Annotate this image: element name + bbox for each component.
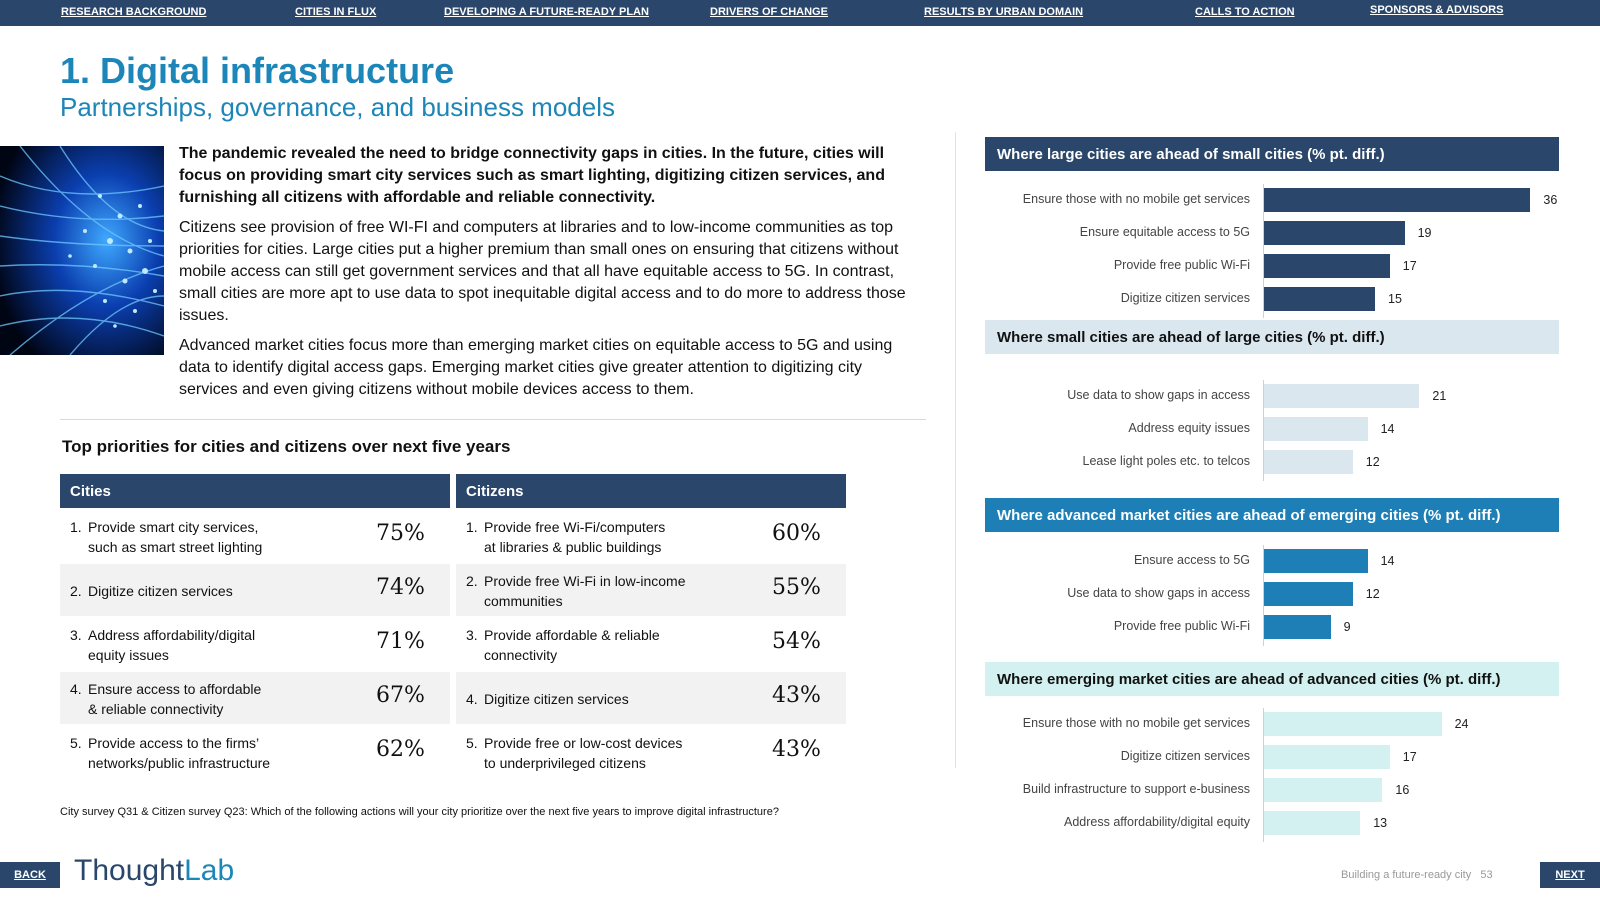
data-label: 9 [1343, 620, 1351, 634]
row-text: Digitize citizen services [484, 691, 629, 707]
table-row [60, 562, 450, 616]
nav-cities-in-flux[interactable]: CITIES IN FLUX [295, 6, 377, 18]
category-label: Build infrastructure to support e-business [1022, 782, 1250, 796]
row-text: Provide smart city services, [88, 519, 259, 535]
data-label: 13 [1373, 816, 1388, 830]
data-label: 15 [1388, 292, 1402, 306]
table-row [60, 616, 450, 670]
row-number: 4. [70, 681, 82, 697]
table-row [60, 508, 450, 562]
row-text: Ensure access to affordable [88, 681, 262, 697]
category-label: Ensure those with no mobile get services [1022, 192, 1250, 206]
table-row [60, 670, 450, 724]
nav-drivers-of-change[interactable]: DRIVERS OF CHANGE [710, 6, 828, 18]
page-subtitle: Partnerships, governance, and business models [60, 92, 615, 122]
nav-developing-plan[interactable]: DEVELOPING A FUTURE-READY PLAN [444, 6, 649, 18]
page-number: 53 [1480, 869, 1493, 881]
survey-footnote: City survey Q31 & Citizen survey Q23: Which of the following actions will your city prioritize over the next five years to improve digital infrastructure? [60, 806, 779, 818]
category-label: Digitize citizen services [1120, 291, 1250, 305]
logo-part-1: Thought [74, 854, 185, 887]
nav-research-background[interactable]: RESEARCH BACKGROUND [61, 6, 207, 18]
category-label: Address equity issues [1128, 421, 1250, 435]
row-percentage: 71% [376, 629, 425, 654]
row-number: 1. [70, 519, 82, 535]
section-divider [60, 419, 926, 420]
nav-results-by-urban-domain[interactable]: RESULTS BY URBAN DOMAIN [924, 6, 1084, 18]
nav-sponsors-advisors[interactable]: SPONSORS & ADVISORS [1370, 4, 1504, 16]
bar [1264, 582, 1353, 606]
row-text: Provide free or low-cost devices [484, 735, 683, 751]
row-number: 3. [70, 627, 82, 643]
cities-table [60, 474, 450, 778]
chart-title: Where small cities are ahead of large cities (% pt. diff.) [985, 320, 1559, 354]
row-text: Provide affordable & reliable [484, 627, 660, 643]
row-percentage: 67% [376, 683, 425, 708]
row-number: 4. [466, 691, 478, 707]
bar [1264, 188, 1530, 212]
category-label: Provide free public Wi-Fi [1113, 258, 1250, 272]
row-text: networks/public infrastructure [88, 755, 271, 771]
bar [1264, 221, 1405, 245]
table-row [456, 562, 846, 616]
top-nav [0, 0, 1600, 26]
data-label: 21 [1432, 389, 1447, 403]
bar [1264, 254, 1390, 278]
row-text: to underprivileged citizens [484, 755, 646, 771]
chart-title: Where large cities are ahead of small cities (% pt. diff.) [985, 137, 1559, 171]
table-row [456, 508, 846, 562]
row-percentage: 54% [772, 629, 821, 654]
data-label: 12 [1365, 455, 1380, 469]
row-percentage: 75% [376, 521, 425, 546]
page-footer-label [1341, 869, 1493, 881]
bar [1264, 450, 1353, 474]
page-title: 1. Digital infrastructure [60, 50, 455, 91]
cities-table-header: Cities [60, 474, 450, 508]
row-text: & reliable connectivity [88, 701, 224, 717]
table-row [456, 724, 846, 778]
category-label: Address affordability/digital equity [1064, 815, 1250, 829]
citizens-table-header: Citizens [456, 474, 846, 508]
row-text: communities [484, 593, 563, 609]
intro-paragraph-1: Citizens see provision of free WI-FI and computers at libraries and to low-income communities as top priorities for cities. Large cities put a higher premium than small ones on ensuring that citizens without mobile access can still get government services and that all have equitable access to 5G. In contrast, small cities are more apt to use data to spot inequitable digital access and to do more to address those issues. [179, 219, 906, 324]
category-label: Use data to show gaps in access [1067, 388, 1250, 402]
fiber-optic-image [0, 146, 164, 355]
category-label: Digitize citizen services [1120, 749, 1250, 763]
data-label: 36 [1543, 193, 1558, 207]
row-text: at libraries & public buildings [484, 539, 662, 555]
row-percentage: 60% [772, 521, 821, 546]
table-row [60, 724, 450, 778]
row-number: 1. [466, 519, 478, 535]
data-label: 14 [1380, 554, 1395, 568]
category-label: Provide free public Wi-Fi [1113, 619, 1250, 633]
bar [1264, 549, 1368, 573]
bar [1264, 745, 1390, 769]
data-label: 17 [1402, 750, 1417, 764]
bar [1264, 778, 1382, 802]
data-label: 16 [1395, 783, 1410, 797]
category-label: Ensure those with no mobile get services [1022, 716, 1250, 730]
citizens-table [456, 474, 846, 778]
row-text: connectivity [484, 647, 558, 663]
column-divider [955, 132, 956, 768]
row-text: Provide free Wi-Fi/computers [484, 519, 666, 535]
row-number: 3. [466, 627, 478, 643]
data-label: 14 [1380, 422, 1395, 436]
row-percentage: 43% [772, 737, 821, 762]
row-percentage: 74% [376, 575, 425, 600]
bar [1264, 417, 1368, 441]
data-label: 19 [1417, 226, 1432, 240]
back-button[interactable]: BACK [0, 862, 60, 888]
bar [1264, 811, 1360, 835]
bar [1264, 712, 1442, 736]
bar [1264, 615, 1331, 639]
nav-calls-to-action[interactable]: CALLS TO ACTION [1195, 6, 1295, 18]
row-number: 5. [70, 735, 82, 751]
intro-text [179, 143, 919, 409]
priorities-title: Top priorities for cities and citizens over next five years [62, 437, 511, 456]
row-text: Provide access to the firms’ [88, 735, 260, 751]
bar [1264, 384, 1419, 408]
intro-lead: The pandemic revealed the need to bridge connectivity gaps in cities. In the future, cities will focus on providing smart city services such as smart lighting, digitizing citizen services, and furnishing all citizens with affordable and reliable connectivity. [179, 145, 885, 206]
bar [1264, 287, 1375, 311]
row-number: 2. [466, 573, 478, 589]
row-text: Digitize citizen services [88, 583, 233, 599]
table-row [456, 616, 846, 670]
row-number: 5. [466, 735, 478, 751]
row-text: such as smart street lighting [88, 539, 263, 555]
chart-title: Where emerging market cities are ahead of advanced cities (% pt. diff.) [985, 662, 1559, 696]
logo-part-2: Lab [184, 854, 235, 887]
data-label: 24 [1454, 717, 1469, 731]
next-button[interactable]: NEXT [1540, 862, 1600, 888]
footer-publication: Building a future-ready city [1341, 869, 1472, 881]
row-text: Provide free Wi-Fi in low-income [484, 573, 686, 589]
row-text: Address affordability/digital [88, 627, 256, 643]
table-row [456, 670, 846, 724]
intro-paragraph-2: Advanced market cities focus more than emerging market cities on equitable access to 5G and using data to identify digital access gaps. Emerging market cities give greater attention to digitizing city services and even giving citizens without mobile devices access to them. [179, 337, 893, 398]
category-label: Ensure equitable access to 5G [1079, 225, 1250, 239]
category-label: Ensure access to 5G [1133, 553, 1250, 567]
row-number: 2. [70, 583, 82, 599]
category-label: Use data to show gaps in access [1067, 586, 1250, 600]
thoughtlab-logo [74, 854, 234, 888]
data-label: 12 [1365, 587, 1380, 601]
row-percentage: 43% [772, 683, 821, 708]
chart-title: Where advanced market cities are ahead of emerging cities (% pt. diff.) [985, 498, 1559, 532]
row-percentage: 55% [772, 575, 821, 600]
data-label: 17 [1402, 259, 1417, 273]
row-percentage: 62% [376, 737, 425, 762]
row-text: equity issues [88, 647, 169, 663]
category-label: Lease light poles etc. to telcos [1082, 454, 1250, 468]
